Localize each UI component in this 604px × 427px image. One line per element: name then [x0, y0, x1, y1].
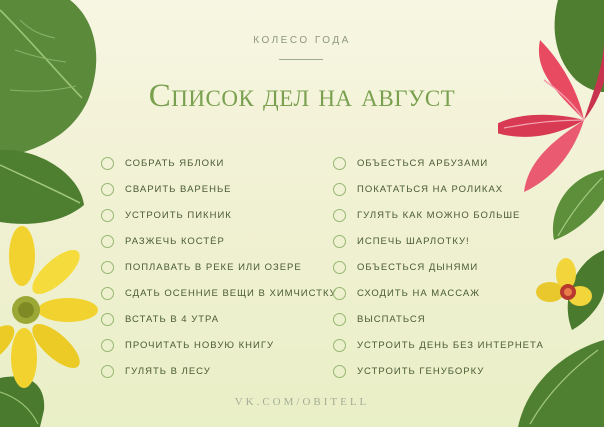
todo-item[interactable]	[101, 306, 337, 332]
checkbox-circle[interactable]	[333, 339, 346, 352]
todo-item[interactable]	[333, 228, 544, 254]
todo-label: УСТРОИТЬ ПИКНИК	[125, 209, 232, 221]
checkbox-circle[interactable]	[101, 339, 114, 352]
todo-label: ОБЪЕСТЬСЯ АРБУЗАМИ	[357, 157, 489, 169]
todo-item[interactable]	[333, 306, 544, 332]
footer-link[interactable]: VK.COM/OBITELL	[234, 396, 370, 408]
todo-label: ПОКАТАТЬСЯ НА РОЛИКАХ	[357, 183, 504, 195]
todo-list-right	[333, 150, 544, 384]
todo-item[interactable]	[101, 254, 337, 280]
checkbox-circle[interactable]	[333, 261, 346, 274]
todo-item[interactable]	[101, 228, 337, 254]
checkbox-circle[interactable]	[101, 209, 114, 222]
checkbox-circle[interactable]	[101, 313, 114, 326]
checkbox-circle[interactable]	[333, 183, 346, 196]
todo-label: ВСТАТЬ В 4 УТРА	[125, 313, 220, 325]
todo-item[interactable]	[101, 176, 337, 202]
todo-label: УСТРОИТЬ ГЕНУБОРКУ	[357, 365, 485, 377]
todo-label: ПОПЛАВАТЬ В РЕКЕ ИЛИ ОЗЕРЕ	[125, 261, 302, 273]
checkbox-circle[interactable]	[333, 313, 346, 326]
checkbox-circle[interactable]	[101, 183, 114, 196]
checkbox-circle[interactable]	[333, 157, 346, 170]
todo-label: СВАРИТЬ ВАРЕНЬЕ	[125, 183, 232, 195]
todo-label: ВЫСПАТЬСЯ	[357, 313, 426, 325]
todo-list-left	[101, 150, 337, 384]
todo-item[interactable]	[101, 150, 337, 176]
todo-item[interactable]	[333, 280, 544, 306]
page-title: Список дел на август	[148, 78, 456, 114]
todo-item[interactable]	[101, 202, 337, 228]
todo-label: РАЗЖЕЧЬ КОСТЁР	[125, 235, 225, 247]
todo-item[interactable]	[333, 332, 544, 358]
checkbox-circle[interactable]	[101, 365, 114, 378]
header-subtitle: КОЛЕСО ГОДА	[253, 35, 351, 46]
checkbox-circle[interactable]	[101, 261, 114, 274]
todo-label: ГУЛЯТЬ КАК МОЖНО БОЛЬШЕ	[357, 209, 521, 221]
todo-label: СХОДИТЬ НА МАССАЖ	[357, 287, 480, 299]
todo-label: СОБРАТЬ ЯБЛОКИ	[125, 157, 225, 169]
checkbox-circle[interactable]	[101, 235, 114, 248]
todo-item[interactable]	[333, 202, 544, 228]
checkbox-circle[interactable]	[101, 287, 114, 300]
checkbox-circle[interactable]	[333, 235, 346, 248]
todo-label: УСТРОИТЬ ДЕНЬ БЕЗ ИНТЕРНЕТА	[357, 339, 544, 351]
todo-item[interactable]	[333, 176, 544, 202]
checkbox-circle[interactable]	[333, 365, 346, 378]
todo-item[interactable]	[333, 358, 544, 384]
todo-label: ПРОЧИТАТЬ НОВУЮ КНИГУ	[125, 339, 274, 351]
todo-item[interactable]	[101, 358, 337, 384]
todo-label: ГУЛЯТЬ В ЛЕСУ	[125, 365, 211, 377]
checkbox-circle[interactable]	[101, 157, 114, 170]
checkbox-circle[interactable]	[333, 209, 346, 222]
checkbox-circle[interactable]	[333, 287, 346, 300]
todo-label: СДАТЬ ОСЕННИЕ ВЕЩИ В ХИМЧИСТКУ	[125, 287, 337, 299]
todo-item[interactable]	[101, 332, 337, 358]
todo-label: ИСПЕЧЬ ШАРЛОТКУ!	[357, 235, 470, 247]
todo-label: ОБЪЕСТЬСЯ ДЫНЯМИ	[357, 261, 479, 273]
todo-item[interactable]	[333, 150, 544, 176]
todo-item[interactable]	[101, 280, 337, 306]
todo-item[interactable]	[333, 254, 544, 280]
botanical-left-decoration	[0, 0, 110, 427]
header-divider	[279, 59, 323, 60]
